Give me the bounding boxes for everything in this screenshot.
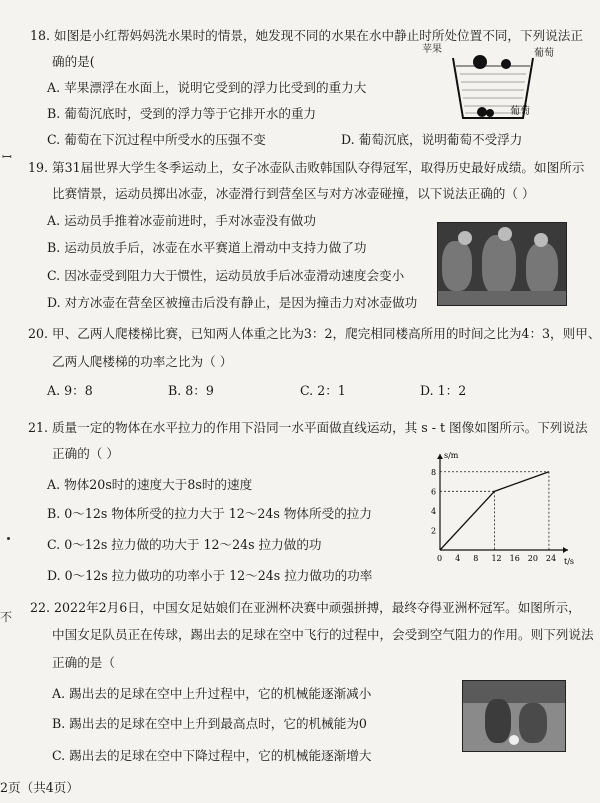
q18-stem-line1: 18. 如图是小红帮妈妈洗水果时的情景，她发现不同的水果在水中静止时所处位置不同，下列说法正 (30, 28, 583, 43)
q19-stem-line1: 19. 第31届世界大学生冬季运动上，女子冰壶队击败韩国队夺得冠军，取得历史最好成绩。如图所示 (28, 160, 585, 175)
x-axis-label: t/s (564, 557, 575, 566)
x-tick-label: 20 (527, 554, 538, 563)
s-t-graph (418, 450, 578, 568)
page-footer: 2页（共4页） (0, 780, 79, 795)
q21-stem-line2: 正确的（ ） (52, 446, 119, 461)
q18-option-d: D. 葡萄沉底，说明葡萄不受浮力 (341, 132, 523, 147)
fruit-basin-figure (418, 40, 568, 126)
q22-option-a: A. 踢出去的足球在空中上升过程中，它的机械能逐渐减小 (52, 686, 372, 701)
margin-mark-bottom: 不 (0, 610, 13, 624)
q18-option-c: C. 葡萄在下沉过程中所受水的压强不变 (47, 132, 266, 147)
q19-option-c: C. 因冰壶受到阻力大于惯性，运动员放手后冰壶滑动速度会变小 (47, 268, 405, 283)
y-tick-label: 2 (431, 526, 437, 536)
q19-option-d: D. 对方冰壶在营垒区被撞击后没有静止，是因为撞击力对冰壶做功 (47, 295, 418, 310)
q22-stem-line2: 中国女足队员正在传球，踢出去的足球在空中飞行的过程中，会受到空气阻力的作用。则下列说法 (52, 627, 594, 642)
q21-option-c: C. 0～12s 拉力做的功大于 12～24s 拉力做的功 (47, 537, 322, 552)
curling-photo (437, 222, 567, 306)
q22-option-b: B. 踢出去的足球在空中上升到最高点时，它的机械能为0 (52, 716, 367, 731)
grape-top-label: 葡萄 (534, 48, 554, 59)
x-tick-label: 12 (491, 554, 502, 563)
q20-stem-line1: 20. 甲、乙两人爬楼梯比赛，已知两人体重之比为3：2，爬完相同楼高所用的时间之比为4：3，则甲、 (28, 326, 600, 341)
q18-option-b: B. 葡萄沉底时，受到的浮力等于它排开水的重力 (47, 106, 317, 121)
q20-option-d: D. 1：2 (420, 383, 467, 398)
q19-option-a: A. 运动员手推着冰壶前进时，手对冰壶没有做功 (47, 213, 316, 228)
q20-option-b: B. 8：9 (168, 383, 214, 398)
series-line (440, 472, 549, 550)
y-tick-label: 4 (431, 506, 437, 516)
q19-stem-line2: 比赛情景，运动员掷出冰壶，冰壶滑行到营垒区与对方冰壶碰撞，以下说法正确的（ ） (52, 186, 535, 201)
q21-option-a: A. 物体20s时的速度大于8s时的速度 (47, 477, 253, 492)
x-tick-label: 4 (455, 554, 461, 563)
q22-stem-line3: 正确的是（ (52, 655, 115, 670)
q20-stem-line2: 乙两人爬楼梯的功率之比为（ ） (52, 354, 233, 369)
football-photo (462, 680, 566, 752)
x-tick-label: 16 (509, 554, 520, 563)
q21-stem-line1: 21. 质量一定的物体在水平拉力的作用下沿同一水平面做直线运动，其 s - t 图像如图所示。下列说法 (28, 420, 588, 435)
q22-stem-line1: 22. 2022年2月6日，中国女足姑娘们在亚洲杯决赛中顽强拼搏，最终夺得亚洲杯冠军。如图所示， (30, 600, 581, 615)
x-tick-label: 0 (437, 554, 443, 563)
margin-dot (7, 537, 10, 540)
q20-option-c: C. 2：1 (300, 383, 346, 398)
x-tick-label: 8 (473, 554, 479, 563)
q18-stem-line2: 确的是( (52, 54, 95, 69)
q19-option-b: B. 运动员放手后，冰壶在水平赛道上滑动中支持力做了功 (47, 240, 367, 255)
grape-bottom-label: 葡萄 (510, 106, 530, 117)
q22-option-c: C. 踢出去的足球在空中下降过程中，它的机械能逐渐增大 (52, 748, 372, 763)
y-tick-label: 8 (431, 467, 437, 477)
q18-option-a: A. 苹果漂浮在水面上，说明它受到的浮力比受到的重力大 (47, 80, 367, 95)
margin-mark-top: ꟷ (2, 150, 12, 164)
q20-option-a: A. 9：8 (47, 383, 93, 398)
y-tick-label: 6 (431, 487, 437, 497)
x-tick-label: 24 (545, 554, 557, 563)
q21-option-b: B. 0～12s 物体所受的拉力大于 12～24s 物体所受的拉力 (47, 506, 372, 521)
y-axis-arrow (437, 454, 443, 459)
x-axis-arrow (563, 547, 568, 553)
q21-option-d: D. 0～12s 拉力做功的功率小于 12～24s 拉力做功的功率 (47, 568, 373, 583)
y-axis-label: s/m (444, 451, 459, 460)
apple-label: 苹果 (422, 44, 442, 55)
